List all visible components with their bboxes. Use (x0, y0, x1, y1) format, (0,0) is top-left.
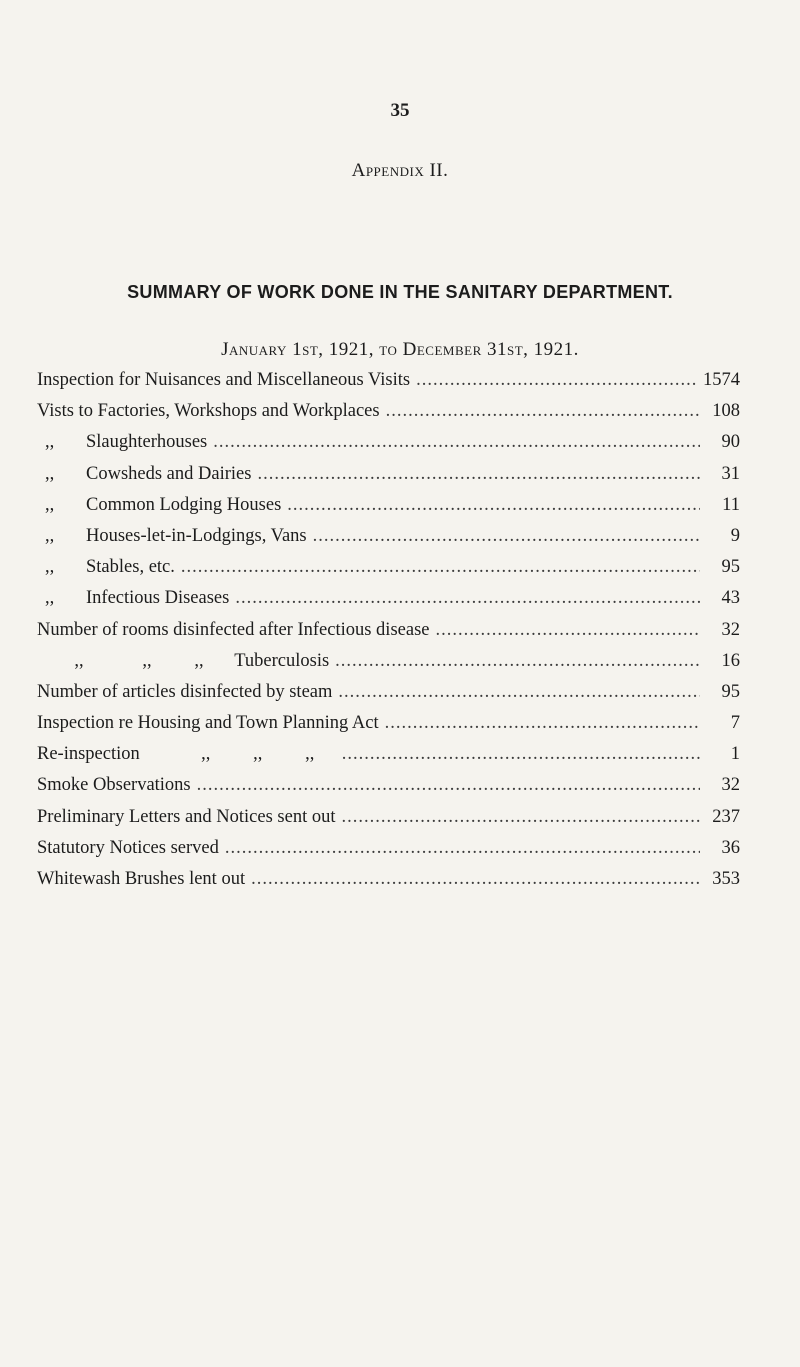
dot-leader (335, 646, 700, 677)
entry-label: Inspection for Nuisances and Miscellaneous Visits (37, 370, 411, 390)
dot-leader (213, 427, 700, 458)
entry-label: ,, Slaughterhouses (37, 427, 207, 458)
entry-label: Number of articles disinfected by steam (37, 681, 333, 702)
entry-value: 95 (721, 557, 740, 578)
ditto-mark: ,, (45, 525, 55, 546)
entry-label: ,, ,, ,, Tuberculosis (37, 646, 329, 677)
list-item (37, 490, 740, 521)
dot-leader (257, 459, 700, 490)
dot-leader (416, 365, 697, 396)
dot-leader (181, 552, 700, 583)
entry-value: 1574 (703, 370, 740, 390)
list-item (37, 833, 740, 864)
entry-value: 11 (722, 494, 740, 515)
list-item (37, 396, 740, 427)
entry-label: ,, Houses-let-in-Lodgings, Vans (37, 521, 307, 552)
entry-label: Vists to Factories, Workshops and Workplaces (37, 401, 380, 422)
dot-leader (225, 833, 700, 864)
entry-label: Number of rooms disinfected after Infectious disease (37, 619, 430, 640)
list-item (37, 552, 740, 583)
dot-leader (342, 739, 700, 770)
entry-label: ,, Common Lodging Houses (37, 490, 281, 521)
list-item (37, 739, 740, 770)
entry-value: 95 (721, 681, 740, 702)
entry-label: Inspection re Housing and Town Planning Act (37, 713, 379, 734)
ditto-mark: ,, (74, 650, 84, 671)
ditto-mark: ,, (201, 744, 211, 765)
ditto-mark: ,, (142, 650, 152, 671)
list-item (37, 583, 740, 614)
reporting-period: January 1st, 1921, to December 31st, 1921. (221, 339, 579, 360)
entry-value: 31 (721, 463, 740, 484)
entry-value: 90 (721, 432, 740, 453)
list-item (37, 802, 740, 833)
list-item (37, 365, 740, 396)
dot-leader (235, 583, 700, 614)
ditto-mark: ,, (45, 588, 55, 609)
ditto-mark: ,, (305, 744, 315, 765)
dot-leader (313, 521, 700, 552)
entry-value: 32 (721, 775, 740, 796)
list-item (37, 677, 740, 708)
entry-value: 108 (712, 401, 740, 422)
page-number: 35 (390, 100, 410, 121)
ditto-mark: ,, (253, 744, 263, 765)
entry-value: 237 (712, 806, 740, 827)
summary-list (37, 365, 740, 895)
dot-leader (342, 802, 701, 833)
entry-label: Smoke Observations (37, 775, 191, 796)
entry-value: 16 (721, 650, 740, 671)
dot-leader (197, 770, 700, 801)
entry-label: Re-inspection ,, ,, ,, (37, 739, 336, 770)
entry-value: 9 (730, 525, 740, 546)
appendix-title: Appendix II. (351, 160, 449, 181)
entry-value: 32 (721, 619, 740, 640)
dot-leader (338, 677, 700, 708)
ditto-mark: ,, (45, 432, 55, 453)
dot-leader (386, 396, 700, 427)
entry-label: Whitewash Brushes lent out (37, 869, 246, 889)
list-item (37, 459, 740, 490)
entry-value: 7 (730, 713, 740, 734)
entry-label: Statutory Notices served (37, 837, 219, 858)
entry-label: Preliminary Letters and Notices sent out (37, 806, 336, 827)
dot-leader (385, 708, 700, 739)
list-item (37, 615, 740, 646)
list-item (37, 521, 740, 552)
list-item (37, 708, 740, 739)
dot-leader (287, 490, 700, 521)
entry-label: ,, Stables, etc. (37, 552, 175, 583)
entry-label: ,, Cowsheds and Dairies (37, 459, 251, 490)
ditto-mark: ,, (194, 650, 204, 671)
ditto-mark: ,, (45, 494, 55, 515)
entry-value: 353 (712, 869, 740, 889)
dot-leader (251, 864, 700, 895)
ditto-mark: ,, (45, 463, 55, 484)
entry-value: 36 (721, 837, 740, 858)
list-item (37, 427, 740, 458)
list-item (37, 646, 740, 677)
list-item (37, 864, 740, 895)
entry-label: ,, Infectious Diseases (37, 583, 229, 614)
main-heading: SUMMARY OF WORK DONE IN THE SANITARY DEPARTMENT. (127, 282, 673, 302)
list-item (37, 770, 740, 801)
entry-value: 43 (721, 588, 740, 609)
entry-value: 1 (730, 744, 740, 765)
ditto-mark: ,, (45, 557, 55, 578)
dot-leader (435, 615, 700, 646)
